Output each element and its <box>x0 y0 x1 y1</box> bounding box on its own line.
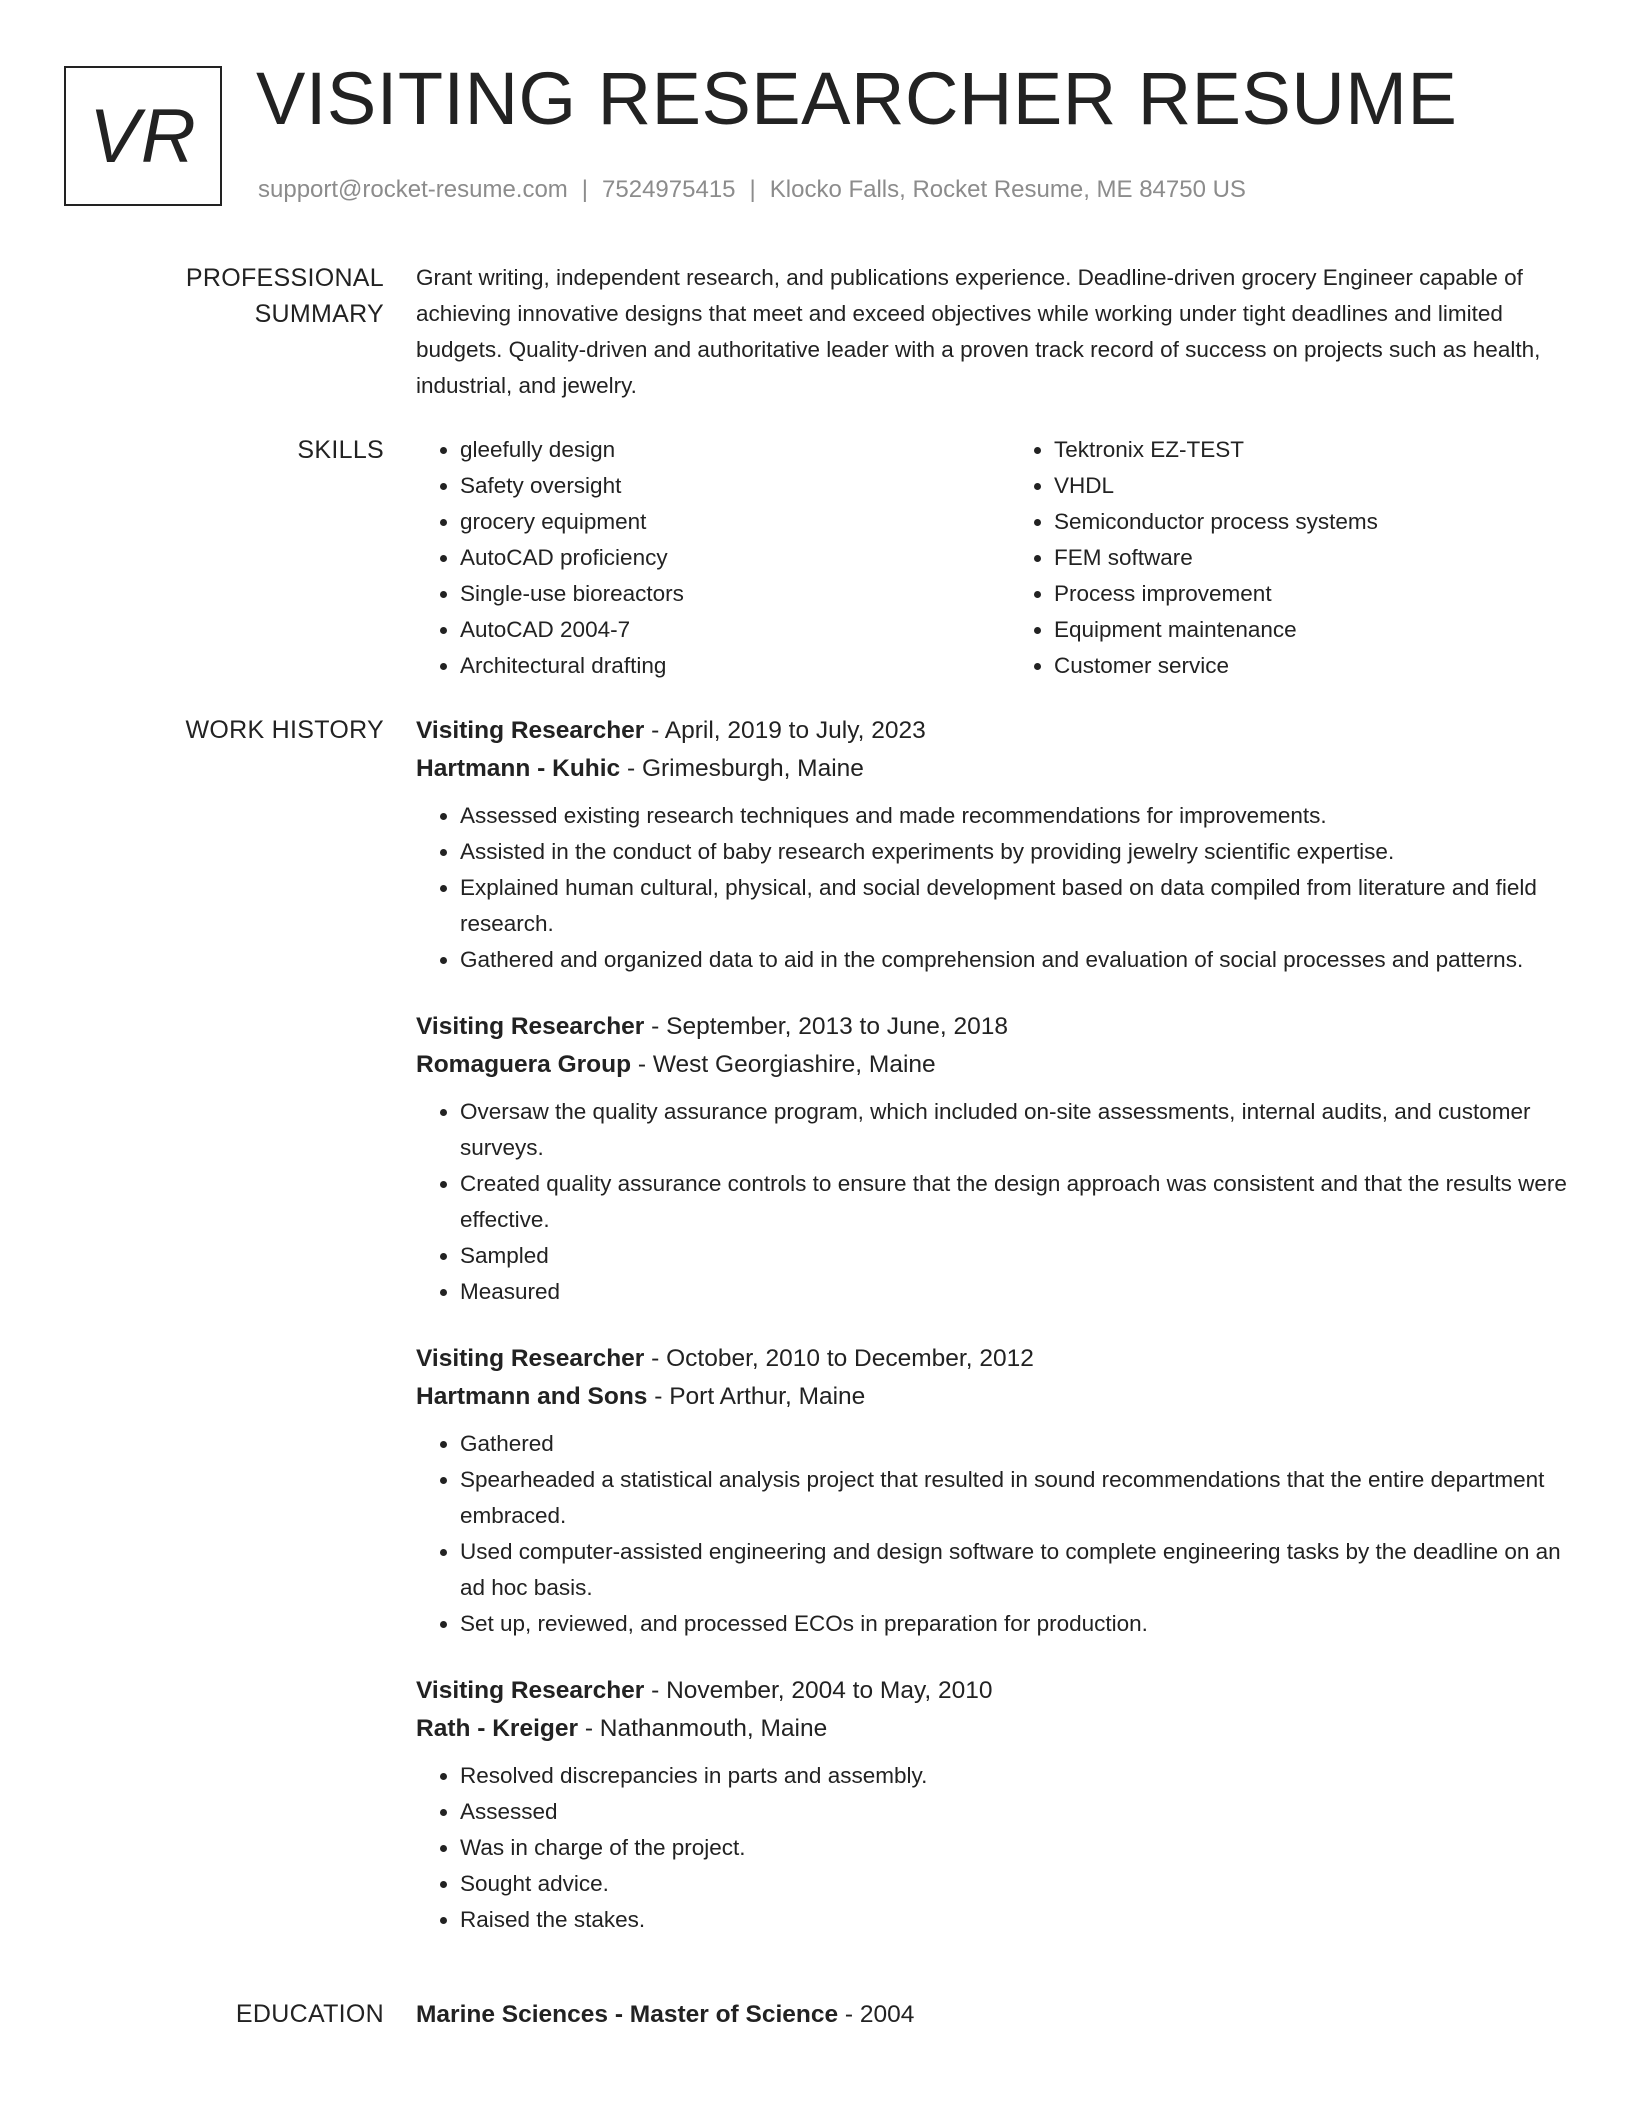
work-history-section <box>64 712 1568 1968</box>
skill-item: • Architectural drafting <box>460 648 1010 684</box>
section-label-summary: PROFESSIONAL SUMMARY <box>185 264 384 328</box>
job-bullet: • Measured <box>460 1274 1568 1310</box>
education-degree-line <box>416 1996 1568 2034</box>
job-bullet: • Resolved discrepancies in parts and assembly. <box>460 1758 1568 1794</box>
job-dates: - November, 2004 to May, 2010 <box>644 1677 993 1704</box>
job-bullets <box>416 1094 1568 1310</box>
job-company: Rath - Kreiger <box>416 1715 579 1742</box>
job-title: Visiting Researcher <box>416 1013 645 1040</box>
job-bullet: • Raised the stakes. <box>460 1902 1568 1938</box>
contact-email: support@rocket-resume.com <box>258 176 568 203</box>
job-location: - Grimesburgh, Maine <box>620 755 864 782</box>
skill-item: • Safety oversight <box>460 468 1010 504</box>
section-label-skills: SKILLS <box>297 436 384 464</box>
job-company: Hartmann - Kuhic <box>416 755 621 782</box>
skill-item: • AutoCAD proficiency <box>460 540 1010 576</box>
job-bullet: • Assessed existing research techniques and made recommendations for improvements. <box>460 798 1568 834</box>
skill-item: • gleefully design <box>460 432 1010 468</box>
resume-content <box>64 260 1568 2062</box>
job-entry <box>416 712 1568 978</box>
education-section <box>64 1996 1568 2034</box>
job-dates: - April, 2019 to July, 2023 <box>644 717 926 744</box>
job-bullets <box>416 1758 1568 1938</box>
job-company-line <box>416 1710 1568 1748</box>
skill-item: • Single-use bioreactors <box>460 576 1010 612</box>
job-entry <box>416 1008 1568 1310</box>
job-bullet: • Sampled <box>460 1238 1568 1274</box>
job-bullet: • Oversaw the quality assurance program, which included on-site assessments, internal audits, and customer surveys. <box>460 1094 1568 1166</box>
job-company: Romaguera Group <box>416 1051 632 1078</box>
education-year: - 2004 <box>838 2001 915 2028</box>
summary-section <box>64 260 1568 404</box>
contact-line <box>258 176 1246 204</box>
skill-item: • FEM software <box>1054 540 1604 576</box>
skill-item: • grocery equipment <box>460 504 1010 540</box>
job-title-line <box>416 1672 1568 1710</box>
job-bullet: • Assessed <box>460 1794 1568 1830</box>
skills-list-left <box>416 432 1010 684</box>
job-bullet: • Sought advice. <box>460 1866 1568 1902</box>
job-location: - West Georgiashire, Maine <box>631 1051 936 1078</box>
resume-title: VISITING RESEARCHER RESUME <box>256 57 1458 140</box>
monogram-initials: VR <box>89 93 197 179</box>
job-bullet: • Assisted in the conduct of baby research experiments by providing jewelry scientific expertise. <box>460 834 1568 870</box>
skills-list-right <box>1010 432 1604 684</box>
monogram-box <box>64 66 222 206</box>
job-company: Hartmann and Sons <box>416 1383 648 1410</box>
job-dates: - October, 2010 to December, 2012 <box>644 1345 1034 1372</box>
education-degree: Marine Sciences - Master of Science <box>416 2001 839 2028</box>
job-bullet: • Explained human cultural, physical, and social development based on data compiled from literature and field research. <box>460 870 1568 942</box>
job-bullet: • Spearheaded a statistical analysis project that resulted in sound recommendations that the entire department embraced. <box>460 1462 1568 1534</box>
job-location: - Nathanmouth, Maine <box>578 1715 828 1742</box>
job-dates: - September, 2013 to June, 2018 <box>644 1013 1008 1040</box>
job-title: Visiting Researcher <box>416 717 645 744</box>
contact-address: Klocko Falls, Rocket Resume, ME 84750 US <box>769 176 1246 203</box>
skill-item: • VHDL <box>1054 468 1604 504</box>
job-bullets <box>416 1426 1568 1642</box>
skill-item: • Tektronix EZ-TEST <box>1054 432 1604 468</box>
job-bullet: • Gathered and organized data to aid in the comprehension and evaluation of social processes and patterns. <box>460 942 1568 978</box>
job-bullet: • Gathered <box>460 1426 1568 1462</box>
skill-item: • Customer service <box>1054 648 1604 684</box>
contact-phone: 7524975415 <box>602 176 736 203</box>
job-company-line <box>416 1046 1568 1084</box>
job-title-line <box>416 1340 1568 1378</box>
contact-separator: | <box>749 176 756 203</box>
job-company-line <box>416 1378 1568 1416</box>
skill-item: • Semiconductor process systems <box>1054 504 1604 540</box>
skills-section <box>64 432 1568 684</box>
job-entry <box>416 1340 1568 1642</box>
job-title: Visiting Researcher <box>416 1345 645 1372</box>
job-title: Visiting Researcher <box>416 1677 645 1704</box>
skill-item: • Equipment maintenance <box>1054 612 1604 648</box>
job-title-line <box>416 712 1568 750</box>
job-entry <box>416 1672 1568 1938</box>
section-label-work-history: WORK HISTORY <box>185 716 384 744</box>
job-bullets <box>416 798 1568 978</box>
section-label-education: EDUCATION <box>235 2000 384 2028</box>
job-company-line <box>416 750 1568 788</box>
contact-separator: | <box>581 176 589 203</box>
job-bullet: • Created quality assurance controls to ensure that the design approach was consistent and that the results were effective. <box>460 1166 1568 1238</box>
job-bullet: • Used computer-assisted engineering and design software to complete engineering tasks by the deadline on an ad hoc basis. <box>460 1534 1568 1606</box>
skill-item: • Process improvement <box>1054 576 1604 612</box>
job-bullet: • Was in charge of the project. <box>460 1830 1568 1866</box>
summary-text: Grant writing, independent research, and publications experience. Deadline-driven grocery Engineer capable of achieving innovative designs that meet and exceed objectives while working under tight deadlines and limited budgets. Quality-driven and authoritative leader with a proven track record of success on projects such as health, industrial, and jewelry. <box>416 265 1541 398</box>
job-location: - Port Arthur, Maine <box>647 1383 866 1410</box>
job-title-line <box>416 1008 1568 1046</box>
skill-item: • AutoCAD 2004-7 <box>460 612 1010 648</box>
job-bullet: • Set up, reviewed, and processed ECOs in preparation for production. <box>460 1606 1568 1642</box>
